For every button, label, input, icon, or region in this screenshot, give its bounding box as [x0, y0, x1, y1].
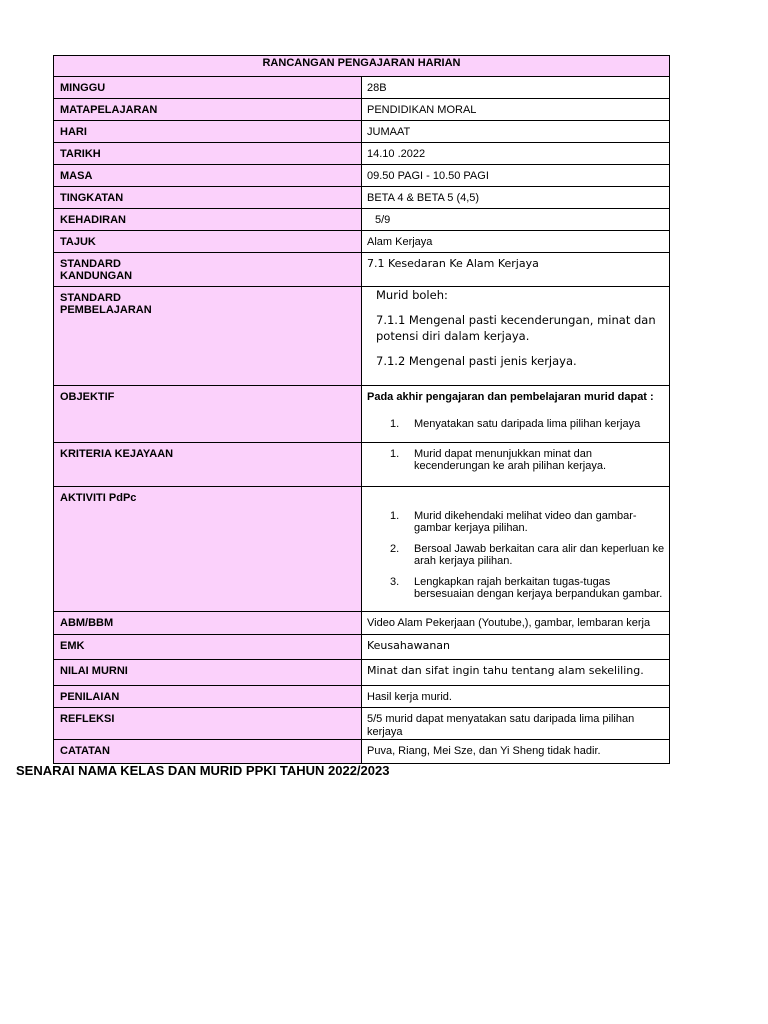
- list-item: 2. Bersoal Jawab berkaitan cara alir dan keperluan ke arah kerjaya pilihan.: [390, 543, 665, 567]
- label-minggu: MINGGU: [54, 77, 362, 99]
- label-tarikh: TARIKH: [54, 143, 362, 165]
- value-objektif: [362, 386, 670, 443]
- label-kehadiran: KEHADIRAN: [54, 209, 362, 231]
- value-masa: 09.50 PAGI - 10.50 PAGI: [362, 165, 670, 187]
- label-kriteria: KRITERIA KEJAYAAN: [54, 443, 362, 487]
- list-item: 1. Menyatakan satu daripada lima pilihan kerjaya: [390, 418, 641, 430]
- objektif-heading: Pada akhir pengajaran dan pembelajaran murid dapat :: [367, 391, 654, 403]
- value-emk: Keusahawanan: [362, 635, 670, 660]
- label-penilaian: PENILAIAN: [54, 686, 362, 708]
- value-tajuk: Alam Kerjaya: [362, 231, 670, 253]
- section-heading: SENARAI NAMA KELAS DAN MURID PPKI TAHUN 2022/2023: [16, 763, 390, 778]
- value-tingkatan: BETA 4 & BETA 5 (4,5): [362, 187, 670, 209]
- value-abm: Video Alam Pekerjaan (Youtube,), gambar, lembaran kerja: [362, 612, 670, 635]
- value-penilaian: Hasil kerja murid.: [362, 686, 670, 708]
- label-objektif: OBJEKTIF: [54, 386, 362, 443]
- list-item: 3. Lengkapkan rajah berkaitan tugas-tugas bersesuaian dengan kerjaya berpandukan gambar.: [390, 576, 663, 600]
- table-title: RANCANGAN PENGAJARAN HARIAN: [54, 56, 670, 77]
- label-standard-pembelajaran: [54, 287, 362, 386]
- value-aktiviti: [362, 487, 670, 612]
- value-nilai: Minat dan sifat ingin tahu tentang alam sekeliling.: [362, 660, 670, 686]
- label-tajuk: TAJUK: [54, 231, 362, 253]
- value-tarikh: 14.10 .2022: [362, 143, 670, 165]
- aktiviti-list: [367, 510, 669, 600]
- label-standard-kandungan-line1: STANDARD: [60, 258, 121, 270]
- kriteria-list: [367, 448, 669, 472]
- label-standard-kandungan: [54, 253, 362, 287]
- label-standard-kandungan-line2: KANDUNGAN: [60, 270, 133, 282]
- value-hari: JUMAAT: [362, 121, 670, 143]
- label-tingkatan: TINGKATAN: [54, 187, 362, 209]
- value-standard-kandungan: 7.1 Kesedaran Ke Alam Kerjaya: [362, 253, 670, 287]
- label-masa: MASA: [54, 165, 362, 187]
- value-matapelajaran: PENDIDIKAN MORAL: [362, 99, 670, 121]
- label-abm: ABM/BBM: [54, 612, 362, 635]
- label-standard-pembelajaran-line1: STANDARD: [60, 292, 121, 304]
- value-standard-pembelajaran: [362, 287, 670, 386]
- value-kriteria: [362, 443, 670, 487]
- list-item: 1. Murid dikehendaki melihat video dan gambar-gambar kerjaya pilihan.: [390, 510, 637, 534]
- label-standard-pembelajaran-line2: PEMBELAJARAN: [60, 304, 152, 316]
- label-nilai: NILAI MURNI: [54, 660, 362, 686]
- label-aktiviti: AKTIVITI PdPc: [54, 487, 362, 612]
- list-item: 1. Murid dapat menunjukkan minat dan kecenderungan ke arah pilihan kerjaya.: [390, 448, 607, 472]
- value-catatan: Puva, Riang, Mei Sze, dan Yi Sheng tidak hadir.: [362, 740, 670, 764]
- sp-line-1: Murid boleh:: [376, 288, 448, 302]
- objektif-list: [367, 418, 669, 430]
- value-minggu: 28B: [362, 77, 670, 99]
- lesson-plan-table: [53, 55, 670, 764]
- label-matapelajaran: MATAPELAJARAN: [54, 99, 362, 121]
- label-catatan: CATATAN: [54, 740, 362, 764]
- label-hari: HARI: [54, 121, 362, 143]
- value-kehadiran: 5/9: [362, 209, 670, 231]
- label-emk: EMK: [54, 635, 362, 660]
- value-refleksi: 5/5 murid dapat menyatakan satu daripada lima pilihan kerjaya: [362, 708, 670, 740]
- sp-line-2: 7.1.1 Mengenal pasti kecenderungan, minat dan potensi diri dalam kerjaya.: [376, 313, 656, 343]
- sp-line-3: 7.1.2 Mengenal pasti jenis kerjaya.: [376, 354, 577, 368]
- label-refleksi: REFLEKSI: [54, 708, 362, 740]
